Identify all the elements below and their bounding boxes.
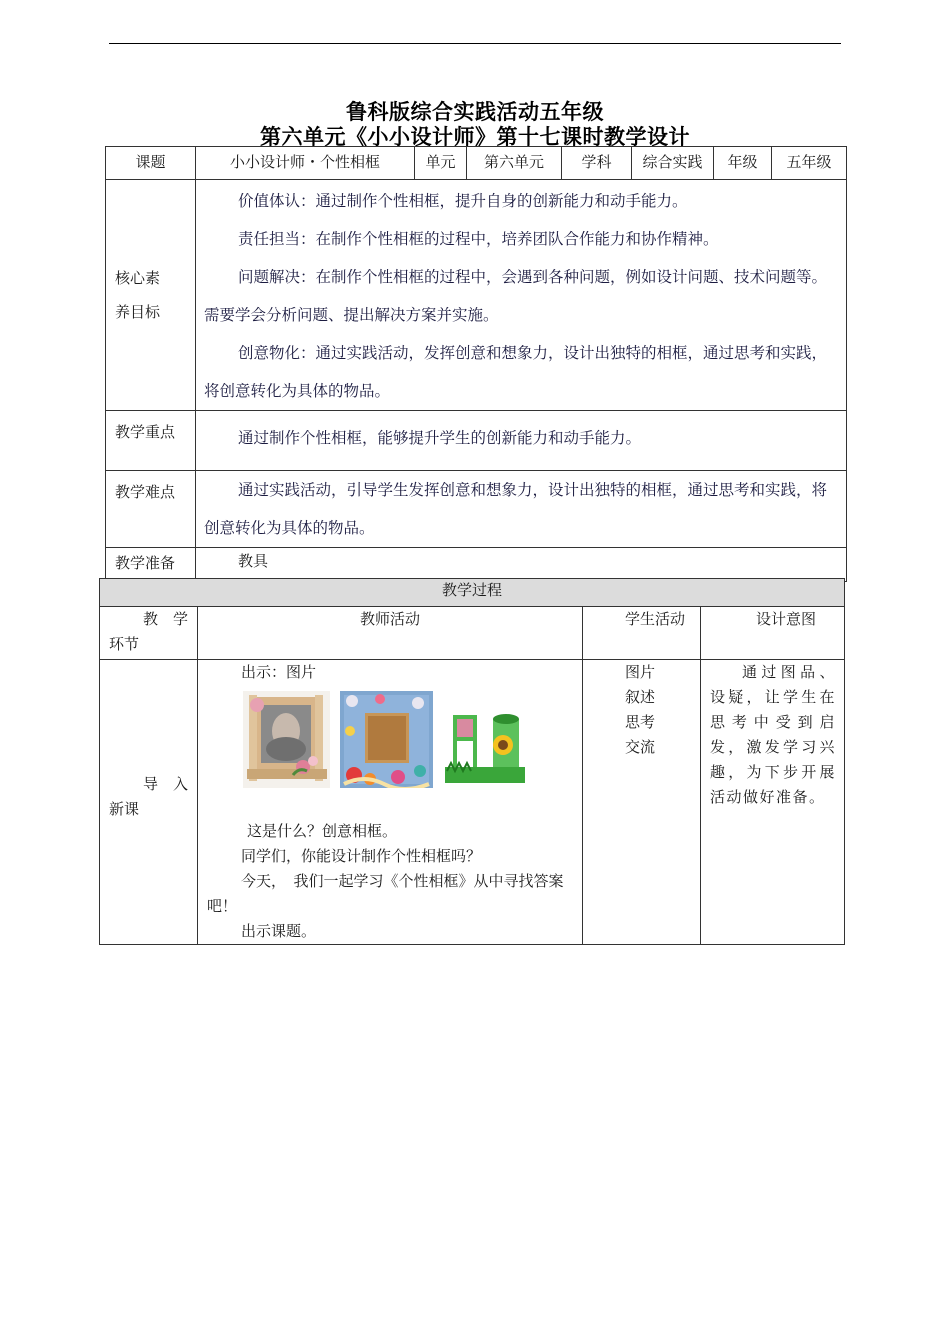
key-point-label: 教学重点	[106, 411, 196, 471]
subject-value: 综合实践	[632, 147, 714, 180]
teaching-process-table	[99, 578, 845, 945]
difficulty-text: 通过实践活动，引导学生发挥创意和想象力，设计出独特的相框，通过思考和实践，将创意转化为具体的物品。	[204, 481, 828, 537]
teacher-line: 今天， 我们一起学习《个性相框》从中寻找答案吧！	[207, 872, 564, 915]
doc-title-line1: 鲁科版综合实践活动五年级	[346, 100, 604, 124]
goals-label-line2: 养目标	[115, 303, 161, 321]
goals-label-line1: 核心素	[115, 269, 161, 287]
student-line: 叙述	[625, 688, 656, 706]
stage-intro-line2: 新课	[109, 800, 140, 818]
teacher-header: 教师活动	[198, 607, 583, 660]
preparation-text: 教具	[196, 548, 847, 582]
topic-value: 小小设计师・个性相框	[196, 147, 415, 180]
stage-header	[100, 607, 198, 660]
preparation-label: 教学准备	[106, 548, 196, 582]
goals-label	[106, 180, 196, 411]
goal-item: 责任担当：在制作个性相框的过程中，培养团队合作能力和协作精神。	[238, 230, 719, 248]
unit-value: 第六单元	[467, 147, 562, 180]
stage-intro-line1: 导 入	[143, 775, 189, 793]
intent-header: 设计意图	[701, 607, 845, 660]
student-line: 图片	[625, 663, 656, 681]
goal-item: 创意物化：通过实践活动，发挥创意和想象力，设计出独特的相框，通过思考和实践，将创意转化为具体的物品。	[204, 344, 828, 400]
stage-intro	[100, 660, 198, 945]
grade-value: 五年级	[772, 147, 847, 180]
stage-header-line2: 环节	[109, 635, 140, 653]
student-line: 思考	[625, 713, 656, 731]
header-rule	[109, 43, 841, 44]
goal-item: 问题解决：在制作个性相框的过程中，会遇到各种问题，例如设计问题、技术问题等。需要学会分析问题、提出解决方案并实施。	[204, 268, 828, 324]
teacher-line: 同学们，你能设计制作个性相框吗？	[241, 847, 482, 865]
unit-label: 单元	[415, 147, 467, 180]
student-line: 交流	[625, 738, 656, 756]
frame-images	[243, 691, 576, 789]
design-intent: 通过图品、设疑，让学生在思考中受到启发，激发学习兴趣，为下步开展活动做好准备。	[701, 660, 845, 945]
stage-header-line1: 教 学	[143, 610, 189, 628]
process-title: 教学过程	[100, 579, 845, 607]
key-point-text: 通过制作个性相框，能够提升学生的创新能力和动手能力。	[196, 411, 847, 471]
clay-photo-frame-image	[340, 691, 433, 788]
teacher-activity	[198, 660, 583, 945]
grade-label: 年级	[714, 147, 772, 180]
lesson-info-table	[105, 146, 847, 582]
goal-item: 价值体认：通过制作个性相框，提升自身的创新能力和动手能力。	[238, 192, 688, 210]
student-activity	[583, 660, 701, 945]
subject-label: 学科	[562, 147, 632, 180]
topic-label: 课题	[106, 147, 196, 180]
difficulty-label: 教学难点	[106, 471, 196, 548]
goals-content	[196, 180, 847, 411]
sunflower-pen-holder-image	[443, 707, 528, 789]
teacher-line: 出示课题。	[241, 922, 317, 940]
student-header: 学生活动	[583, 607, 701, 660]
doc-title-line2: 第六单元《小小设计师》第十七课时教学设计	[260, 125, 690, 149]
teacher-line: 这是什么？创意相框。	[247, 822, 398, 840]
show-label: 出示：图片	[241, 663, 317, 681]
flower-photo-frame-image	[243, 691, 330, 788]
difficulty-cell	[196, 471, 847, 548]
